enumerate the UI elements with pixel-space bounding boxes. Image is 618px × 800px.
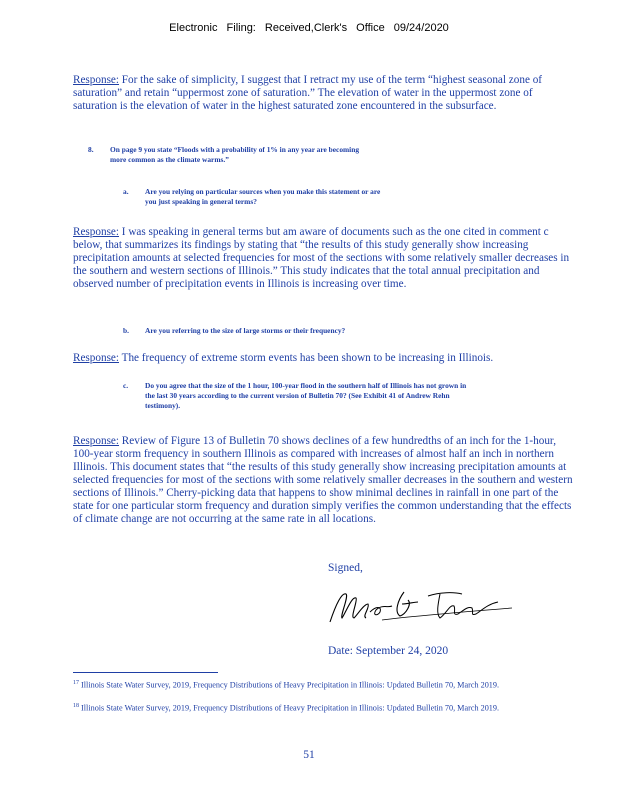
- signature-date: Date: September 24, 2020: [328, 645, 449, 657]
- question-b: [123, 326, 405, 336]
- question-letter: a.: [123, 187, 129, 196]
- response-text: Review of Figure 13 of Bulletin 70 shows declines of a few hundredths of an inch for the 1-hour, 100-year storm frequency in southern Illinois as compared with increases of almost half an inch in northern Illinois. This document states that “the results of this study generally show increasing precipitation amounts at selected frequencies for most of the sections with some relatively smaller decreases in the southern and western sections of Illinois.” Cherry-picking data that happens to show minimal declines in rainfall in one part of the state for one particular storm frequency and duration simply verifies the common understanding that the effects of climate change are not occurring at the same rate in all locations.: [73, 435, 573, 525]
- question-text: On page 9 you state “Floods with a probability of 1% in any year are becoming more common as the climate warms.”: [110, 145, 360, 164]
- response-text: I was speaking in general terms but am aware of documents such as the one cited in comment c below, that summarizes its findings by stating that “the results of this study generally show increasing precipitation amounts at selected frequencies for most of the sections with some relatively smaller decreases in the southern and western sections of Illinois.” This study indicates that the total annual precipitation and observed number of precipitation events in Illinois is increasing over time.: [73, 226, 570, 290]
- footnote-divider: [73, 672, 218, 673]
- response-1: [73, 74, 573, 113]
- response-label: Response:: [73, 435, 119, 447]
- footnote-marker: 17: [73, 680, 79, 686]
- footnote-marker: 18: [73, 703, 79, 709]
- footnote-text: Illinois State Water Survey, 2019, Frequency Distributions of Heavy Precipitation in Illinois: Updated Bulletin 70, March 2019.: [81, 703, 500, 713]
- question-text: Are you relying on particular sources when you make this statement or are you just speaking in general terms?: [145, 187, 381, 206]
- response-label: Response:: [73, 352, 119, 364]
- question-letter: b.: [123, 326, 129, 335]
- response-label: Response:: [73, 74, 119, 86]
- footnote-text: Illinois State Water Survey, 2019, Frequency Distributions of Heavy Precipitation in Illinois: Updated Bulletin 70, March 2019.: [81, 680, 500, 690]
- question-a: [123, 187, 390, 207]
- page-number: 51: [303, 749, 315, 761]
- question-text: Do you agree that the size of the 1 hour, 100-year flood in the southern half of Illinois has not grown in the last 30 years according to the current version of Bulletin 70? (See Exhibit 41 of Andrew Rehn testimony).: [145, 381, 467, 410]
- response-4: [73, 435, 573, 526]
- footnote-18: [73, 701, 573, 714]
- question-c: [123, 381, 470, 411]
- response-3: [73, 352, 573, 365]
- question-text: Are you referring to the size of large storms or their frequency?: [145, 326, 346, 335]
- question-8: [88, 145, 370, 165]
- question-number: 8.: [88, 145, 94, 154]
- footnote-17: [73, 678, 573, 691]
- filing-header: Electronic Filing: Received,Clerk's Office 09/24/2020: [169, 22, 449, 34]
- handwritten-signature: [322, 582, 532, 628]
- question-letter: c.: [123, 381, 129, 390]
- response-text: The frequency of extreme storm events has been shown to be increasing in Illinois.: [121, 352, 494, 364]
- response-label: Response:: [73, 226, 119, 238]
- signed-label: Signed,: [328, 562, 363, 574]
- response-2: [73, 226, 573, 291]
- response-text: For the sake of simplicity, I suggest that I retract my use of the term “highest seasonal zone of saturation” and retain “uppermost zone of saturation.” The elevation of water in the uppermost zone of saturation is the elevation of water in the highest saturated zone encountered in the subsurface.: [73, 74, 543, 112]
